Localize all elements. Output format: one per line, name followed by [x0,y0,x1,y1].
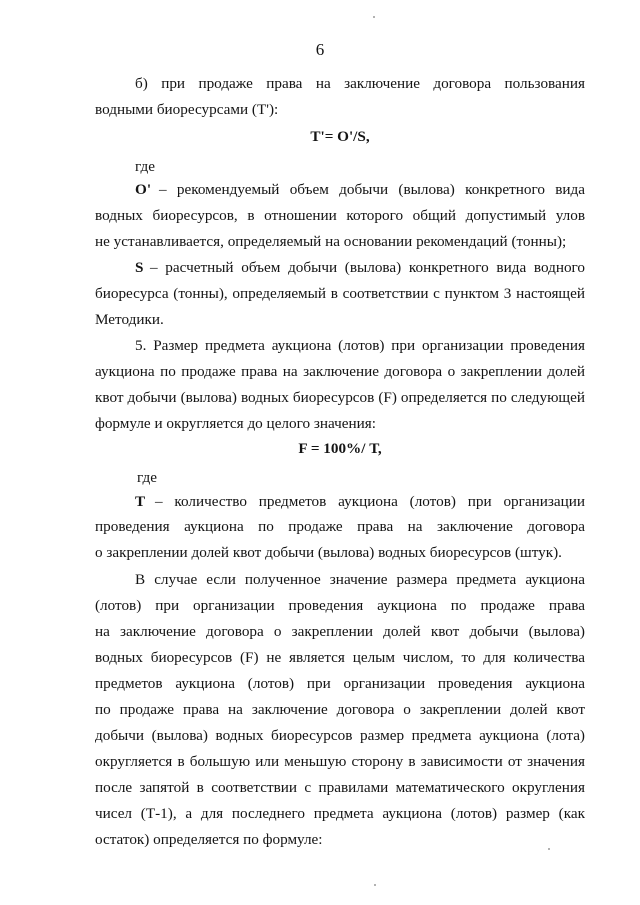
text-line: – рекомендуемый объем добычи (вылова) конкретного вида [159,181,585,198]
formula-f: F = 100%/ Т, [298,440,382,457]
text-line: – количество предметов аукциона (лотов) при организации [155,493,585,510]
text-line: где [137,469,157,486]
text-line: – расчетный объем добычи (вылова) конкретного вида водного [150,259,585,276]
text-line: водных биоресурсов (F) не является целым числом, то для количества [95,649,585,666]
text-line: где [135,158,155,175]
scan-speck [548,848,550,850]
text-line: водными биоресурсами (Т'): [95,101,279,118]
text-line: В случае если полученное значение размера предмета аукциона [135,571,585,588]
formula-t-prime: Т'= О'/S, [310,128,370,145]
text-line: не устанавливается, определяемый на основании рекомендаций (тонны); [95,233,567,250]
text-line: формуле и округляется до целого значения: [95,415,376,432]
term-t: Т [135,493,146,510]
scan-speck [374,884,376,886]
text-line: (лотов) при организации проведения аукциона по продаже права [95,597,585,614]
text-line: по продаже права на заключение договора о закреплении долей квот [95,701,585,718]
text-line: водных биоресурсов, в отношении которого общий допустимый улов [95,207,585,224]
text-line: о закреплении долей квот добычи (вылова) водных биоресурсов (штук). [95,544,562,561]
text-line: на заключение договора о закреплении долей квот добычи (вылова) [95,623,585,640]
text-line: округляется в большую или меньшую сторону в зависимости от значения [95,753,585,770]
text-line: чисел (Т-1), а для последнего предмета аукциона (лотов) размер (как [95,805,585,822]
text-line: аукциона по продаже права на заключение договора о закреплении долей [95,363,585,380]
text-line: биоресурса (тонны), определяемый в соответствии с пунктом 3 настоящей [95,285,585,302]
text-line: после запятой в соответствии с правилами математического округления [95,779,585,796]
text-line: б) при продаже права на заключение договора пользования [135,75,585,92]
text-line: остаток) определяется по формуле: [95,831,323,848]
text-line: 5. Размер предмета аукциона (лотов) при организации проведения [135,337,585,354]
text-line: добычи (вылова) водных биоресурсов размер предмета аукциона (лота) [95,727,585,744]
text-line: проведения аукциона по продаже права на заключение договора [95,518,585,535]
term-o-prime: О' [135,181,152,198]
text-line: Методики. [95,311,164,328]
text-line: предметов аукциона (лотов) при организации проведения аукциона [95,675,585,692]
scan-speck [373,16,375,18]
term-s: S [135,259,144,276]
page-number: 6 [315,40,325,59]
text-line: квот добычи (вылова) водных биоресурсов (F) определяется по следующей [95,389,585,406]
